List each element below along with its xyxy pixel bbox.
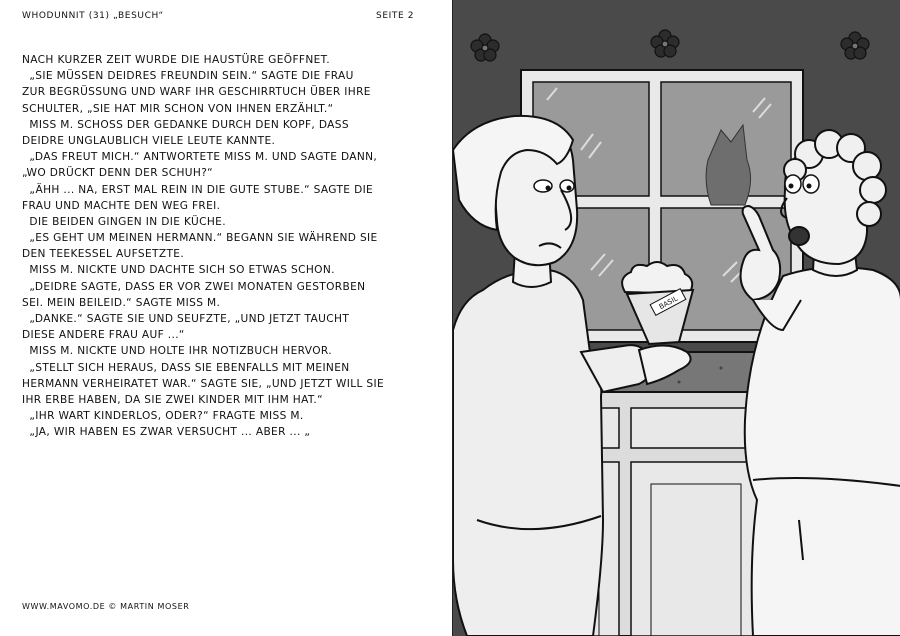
story-line: FRAU UND MACHTE DEN WEG FREI. (22, 199, 221, 212)
story-line: „STELLT SICH HERAUS, DASS SIE EBENFALLS MIT MEINEN (22, 361, 350, 374)
story-line: HERMANN VERHEIRATET WAR.“ SAGTE SIE, „UND JETZT WILL SIE (22, 377, 385, 390)
story-line: SEI. MEIN BEILEID.“ SAGTE MISS M. (22, 296, 221, 309)
story-line: ZUR BEGRÜSSUNG UND WARF IHR GESCHIRRTUCH ÜBER IHRE (22, 86, 371, 99)
story-line: DIE BEIDEN GINGEN IN DIE KÜCHE. (22, 215, 226, 228)
story-line: „ÄHH ... NA, ERST MAL REIN IN DIE GUTE STUBE.“ SAGTE DIE (22, 183, 374, 196)
story-line: DEIDRE UNGLAUBLICH VIELE LEUTE KANNTE. (22, 134, 276, 147)
story-line: DEN TEEKESSEL AUFSETZTE. (22, 248, 185, 261)
story-line: „JA, WIR HABEN ES ZWAR VERSUCHT ... ABER ... „ (22, 426, 311, 439)
story-line: „DANKE.“ SAGTE SIE UND SEUFZTE, „UND JETZT TAUCHT (22, 313, 350, 325)
page-number: SEITE 2 (376, 11, 415, 21)
comic-illustration (452, 0, 900, 636)
story-line: NACH KURZER ZEIT WURDE DIE HAUSTÜRE GEÖFFNET. (22, 54, 330, 66)
story-line: MISS M. NICKTE UND HOLTE IHR NOTIZBUCH HERVOR. (22, 345, 332, 358)
story-line: SCHULTER, „SIE HAT MIR SCHON VON IHNEN ERZÄHLT.“ (22, 102, 334, 115)
story-title: WHODUNNIT (31) „BESUCH“ (22, 11, 164, 21)
copyright-footer: WWW.MAVOMO.DE © MARTIN MOSER (22, 602, 190, 611)
story-line: DIESE ANDERE FRAU AUF ...“ (22, 329, 185, 342)
story-line: „IHR WART KINDERLOS, ODER?“ FRAGTE MISS M. (22, 410, 304, 423)
story-line: „DAS FREUT MICH.“ ANTWORTETE MISS M. UND SAGTE DANN, (22, 151, 378, 164)
pot-label: BASIL (657, 294, 680, 312)
story-text (22, 52, 418, 441)
kitchen-scene (453, 0, 900, 636)
story-line: „SIE MÜSSEN DEIDRES FREUNDIN SEIN.“ SAGTE DIE FRAU (22, 70, 354, 83)
story-line: „DEIDRE SAGTE, DASS ER VOR ZWEI MONATEN GESTORBEN (22, 280, 366, 293)
story-line: „ES GEHT UM MEINEN HERMANN.“ BEGANN SIE WÄHREND SIE (22, 232, 378, 245)
story-line: „WO DRÜCKT DENN DER SCHUH?“ (22, 167, 214, 180)
story-line: MISS M. NICKTE UND DACHTE SICH SO ETWAS SCHON. (22, 264, 335, 277)
story-line: IHR ERBE HABEN, DA SIE ZWEI KINDER MIT IHM HAT.“ (22, 393, 323, 406)
story-line: MISS M. SCHOSS DER GEDANKE DURCH DEN KOPF, DASS (22, 118, 349, 131)
